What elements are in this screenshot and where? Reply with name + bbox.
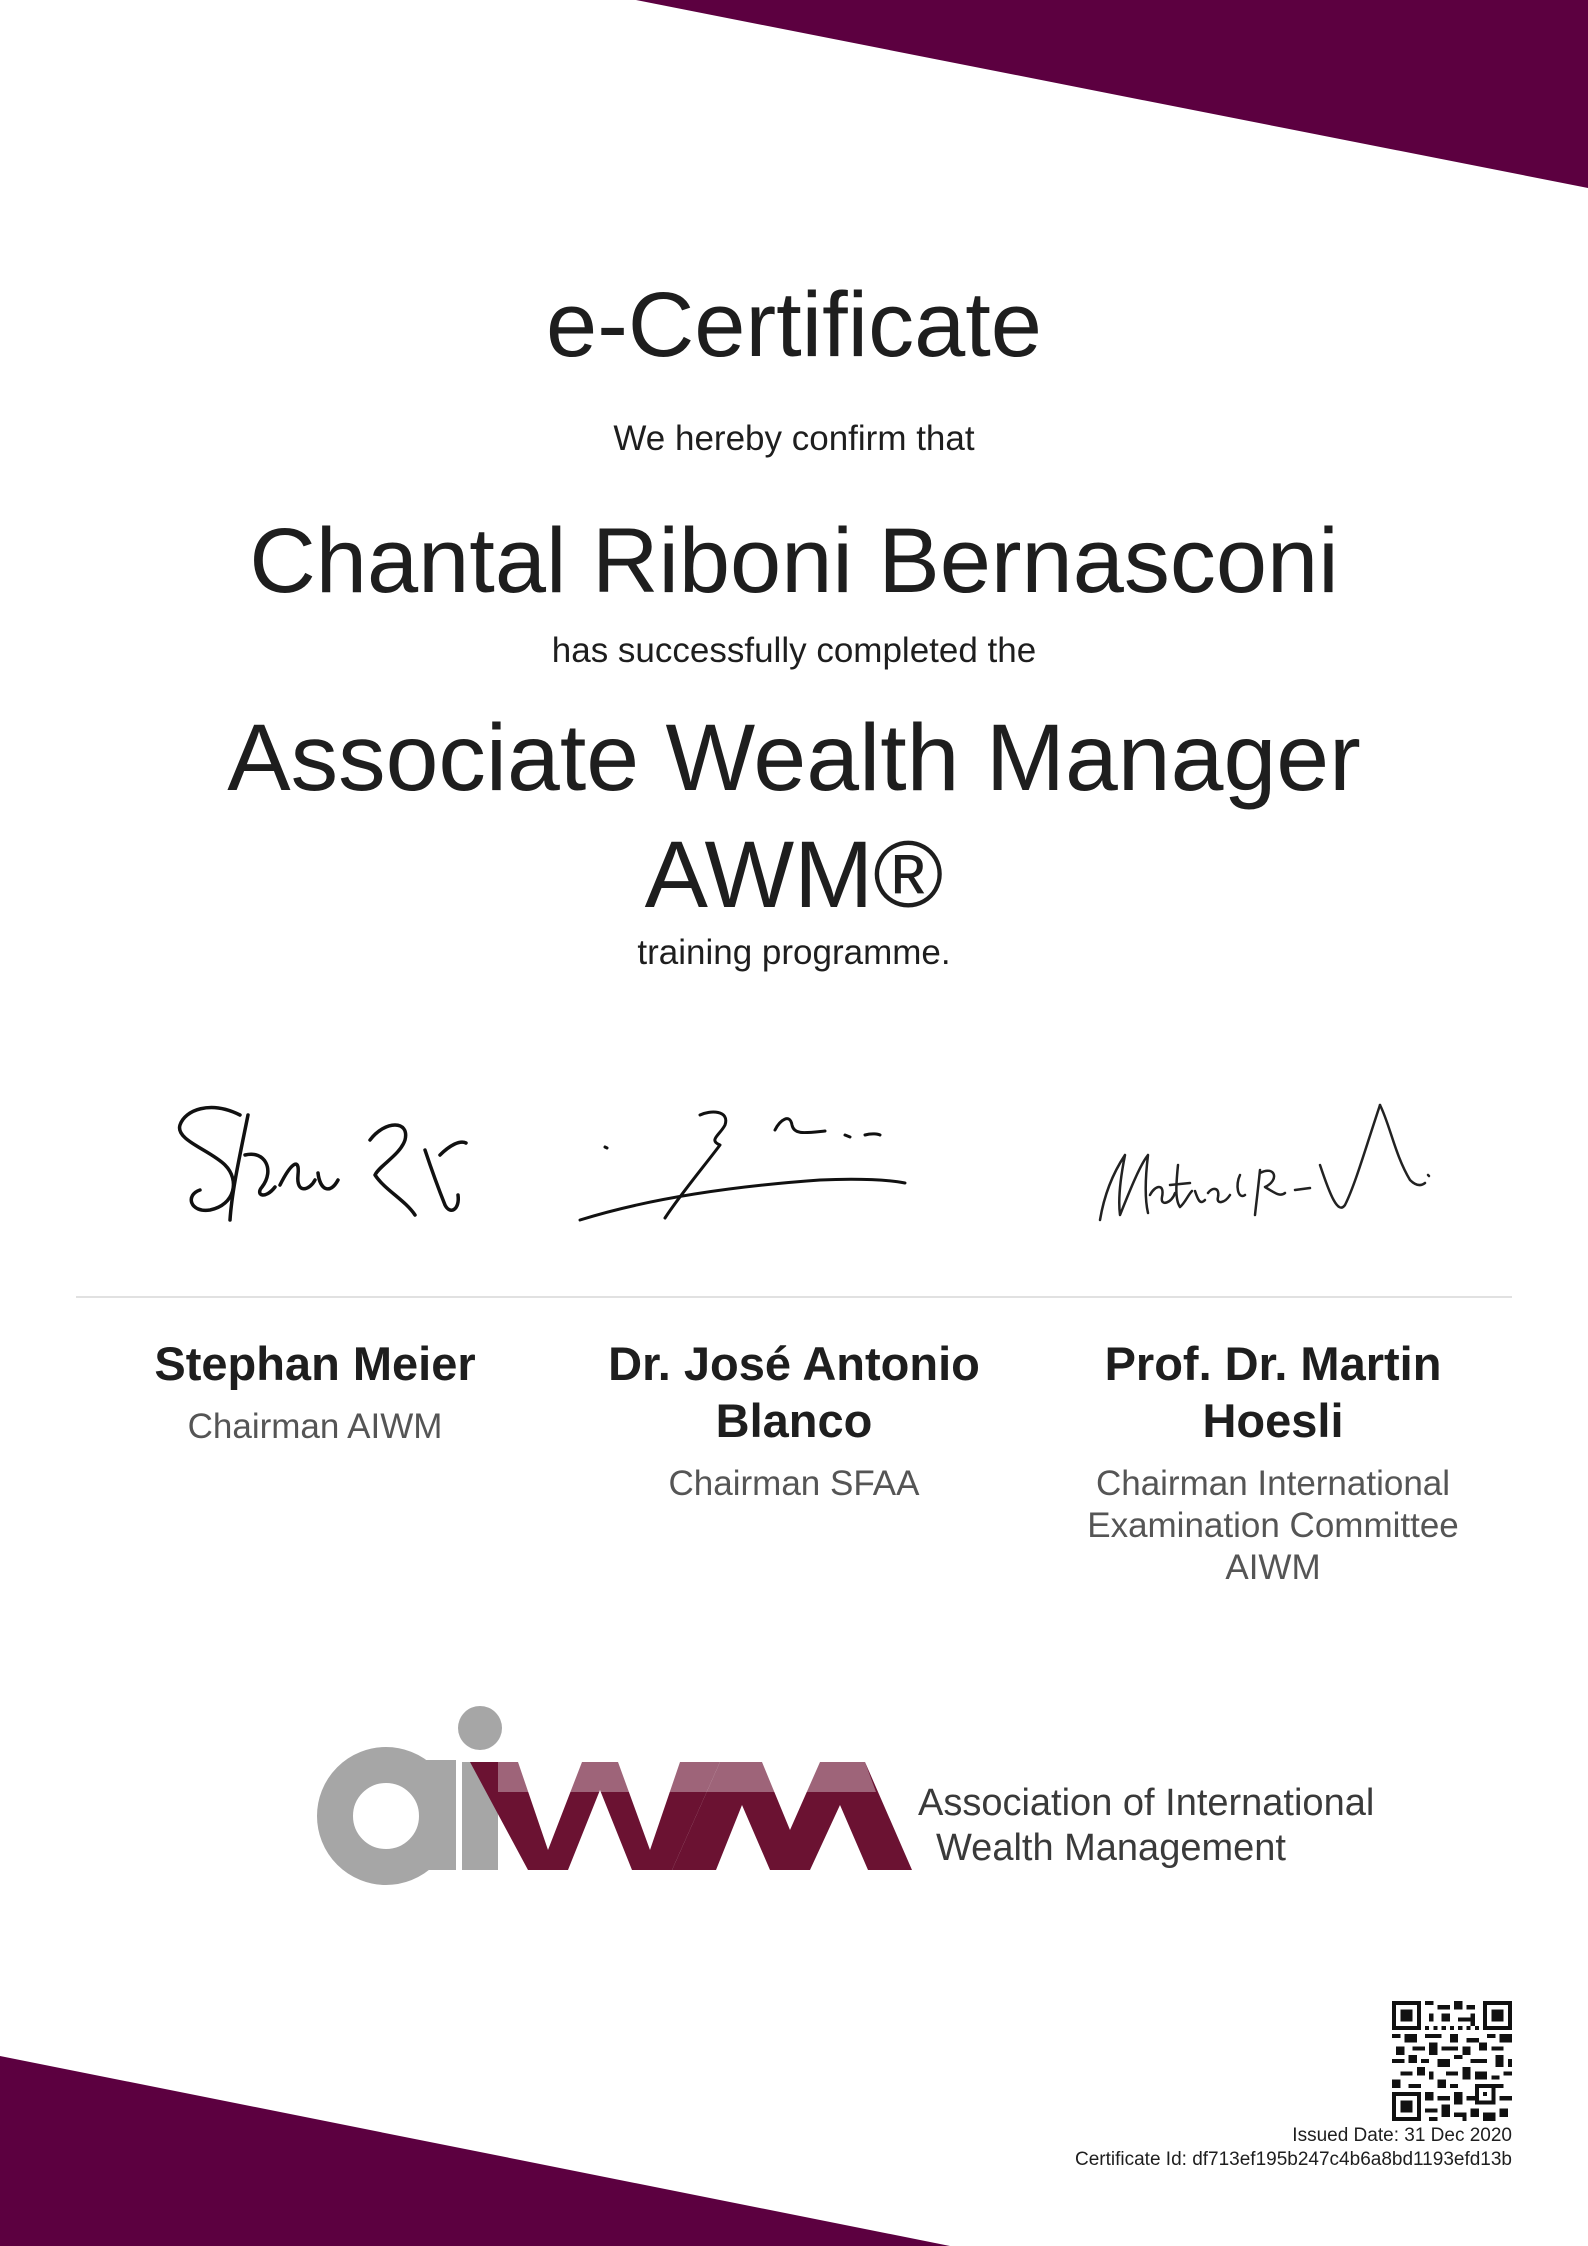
certificate-id: Certificate Id: df713ef195b247c4b6a8bd1193efd13b (1074, 2149, 1512, 2170)
logo-letter-a (335, 1760, 456, 1870)
signature-stephan-meier (170, 1095, 510, 1245)
signatory-role-line2: Examination Committee (1087, 1506, 1459, 1545)
qr-code-icon (1392, 2001, 1512, 2121)
aiwm-logo (320, 1700, 1375, 1900)
signatory-role-line1: Chairman International (1095, 1464, 1451, 1503)
recipient-name: Chantal Riboni Bernasconi (249, 510, 1339, 612)
signatory-name-line1: Prof. Dr. Martin (1104, 1337, 1442, 1390)
issued-date: Issued Date: 31 Dec 2020 (1292, 2125, 1512, 2146)
signatory-role-line3: AIWM (1225, 1548, 1321, 1587)
signatory-name: Stephan Meier (154, 1337, 476, 1390)
signature-divider (76, 1296, 1512, 1298)
top-right-banner (636, 0, 1588, 188)
signatory-jose-antonio-blanco (574, 1335, 1014, 1505)
programme-name (0, 700, 1588, 934)
logo-shade-band (498, 1762, 876, 1792)
signatory-role (1053, 1463, 1493, 1589)
signatory-martin-hoesli (1053, 1335, 1493, 1589)
confirm-text: We hereby confirm that (613, 419, 975, 458)
signatory-role: Chairman SFAA (668, 1464, 920, 1503)
signatory-name (1053, 1335, 1493, 1449)
signatory-name (574, 1335, 1014, 1449)
signatory-name-line2: Blanco (715, 1394, 873, 1447)
completed-text: has successfully completed the (551, 631, 1037, 670)
logo-name-line2: Wealth Management (936, 1827, 1286, 1869)
signature-jose-antonio-blanco (580, 1095, 920, 1245)
programme-name-line2: AWM® (644, 822, 944, 928)
signatory-role: Chairman AIWM (187, 1407, 443, 1446)
bottom-left-banner (0, 2056, 950, 2246)
signatory-stephan-meier (95, 1335, 535, 1448)
logo-name-line1: Association of International (918, 1782, 1375, 1824)
logo-i-dot (458, 1706, 502, 1750)
signatory-name-line1: Dr. José Antonio (608, 1337, 980, 1390)
signatory-name-line2: Hoesli (1202, 1394, 1344, 1447)
certificate-title: e-Certificate (546, 274, 1042, 376)
signature-martin-hoesli (1090, 1095, 1430, 1245)
programme-name-line1: Associate Wealth Manager (227, 705, 1361, 811)
training-text: training programme. (637, 933, 951, 972)
